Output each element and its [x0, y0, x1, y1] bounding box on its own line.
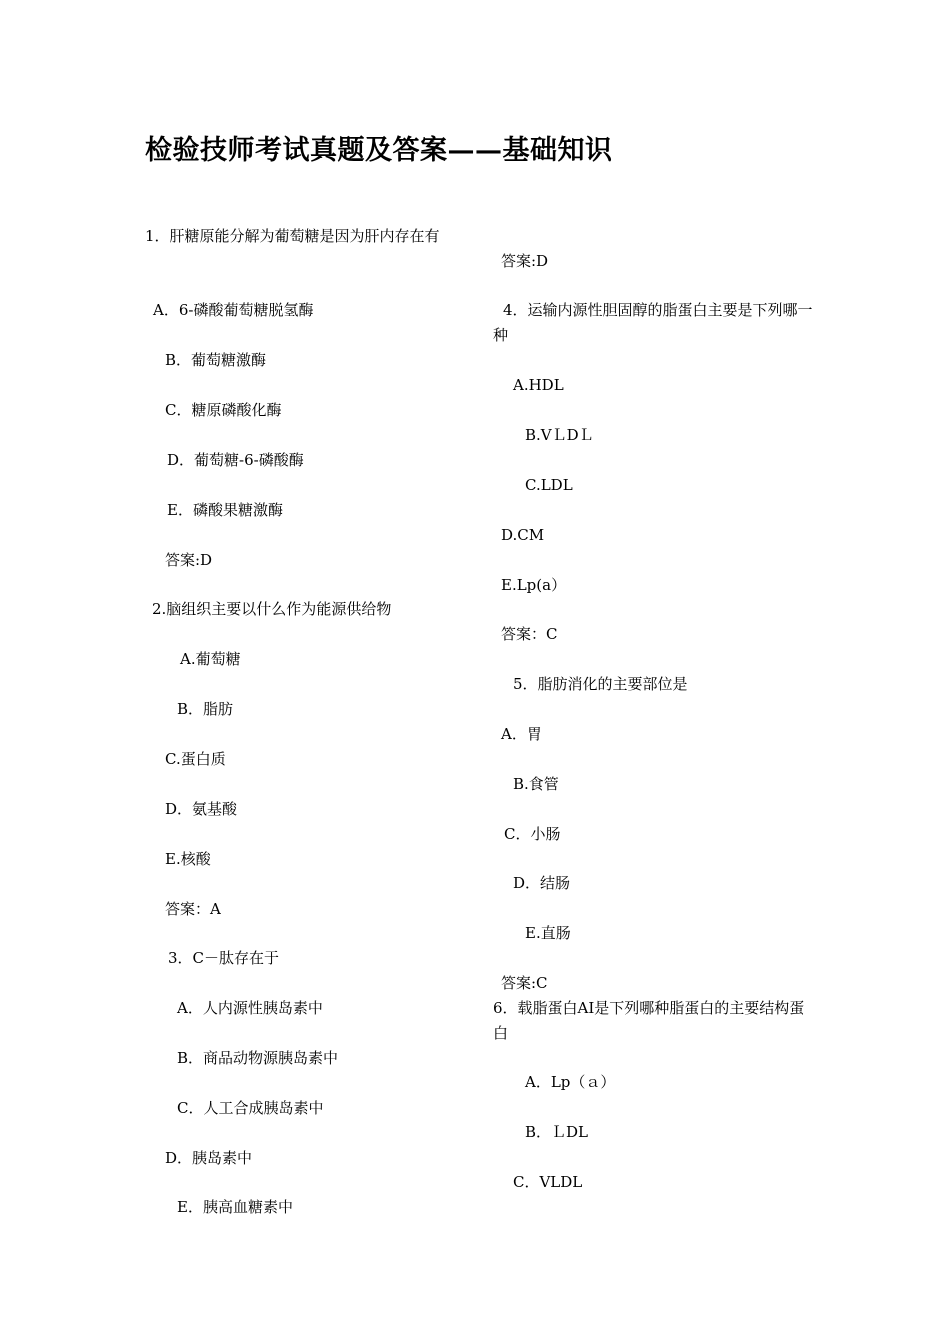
question-5-option-d: D．结肠 — [513, 874, 571, 892]
question-2-option-e: E.核酸 — [165, 850, 211, 868]
question-1-option-b: B．葡萄糖激酶 — [165, 351, 267, 369]
question-1-option-e: E．磷酸果糖激酶 — [167, 501, 283, 519]
question-1-answer: 答案:D — [165, 551, 213, 569]
question-6-option-c: C．VLDL — [513, 1173, 583, 1191]
question-3-answer: 答案:D — [501, 252, 549, 270]
question-1-option-a: A．6-磷酸葡萄糖脱氢酶 — [153, 301, 314, 319]
question-3-option-b: B．商品动物源胰岛素中 — [177, 1049, 339, 1067]
question-6-option-b: B．ＬDL — [525, 1123, 589, 1141]
document-title: 检验技师考试真题及答案——基础知识 — [145, 135, 613, 166]
question-3-option-a: A．人内源性胰岛素中 — [177, 999, 323, 1017]
question-2-option-c: C.蛋白质 — [165, 750, 226, 768]
question-2-answer: 答案：A — [165, 900, 221, 918]
question-5-stem: 5．脂肪消化的主要部位是 — [513, 675, 688, 693]
question-3-option-c: C．人工合成胰岛素中 — [177, 1099, 324, 1117]
question-6-option-a: A．Lp（ａ） — [525, 1073, 616, 1091]
question-4-option-a: A.HDL — [513, 376, 564, 394]
question-5-option-c: C．小肠 — [504, 825, 561, 843]
question-4-option-e: E.Lp(a） — [501, 576, 567, 594]
question-3-option-e: E．胰高血糖素中 — [177, 1198, 293, 1216]
question-2-option-d: D．氨基酸 — [165, 800, 238, 818]
question-4-option-c: C.LDL — [525, 476, 573, 494]
question-6-stem: 6．载脂蛋白AI是下列哪种脂蛋白的主要结构蛋白 — [493, 999, 805, 1042]
question-1-stem: 1．肝糖原能分解为葡萄糖是因为肝内存在有 — [145, 227, 440, 245]
question-4-option-b: B.VＬDＬ — [525, 426, 594, 444]
question-4-stem: 4．运输内源性胆固醇的脂蛋白主要是下列哪一种 — [493, 301, 813, 344]
question-5-option-e: E.直肠 — [525, 924, 571, 942]
question-4-option-d: D.CM — [501, 526, 545, 544]
question-3-stem: 3．C－肽存在于 — [168, 949, 280, 967]
question-2-stem: 2.脑组织主要以什么作为能源供给物 — [152, 600, 392, 618]
question-4-answer: 答案：C — [501, 625, 558, 643]
question-1-option-d: D．葡萄糖-6-磷酸酶 — [167, 451, 304, 469]
question-5-option-b: B.食管 — [513, 775, 559, 793]
question-3-option-d: D．胰岛素中 — [165, 1149, 253, 1167]
question-2-option-b: B．脂肪 — [177, 700, 234, 718]
question-5-option-a: A．胃 — [501, 725, 542, 743]
question-2-option-a: A.葡萄糖 — [180, 650, 241, 668]
question-5-answer: 答案:C — [501, 974, 548, 992]
question-1-option-c: C．糖原磷酸化酶 — [165, 401, 282, 419]
